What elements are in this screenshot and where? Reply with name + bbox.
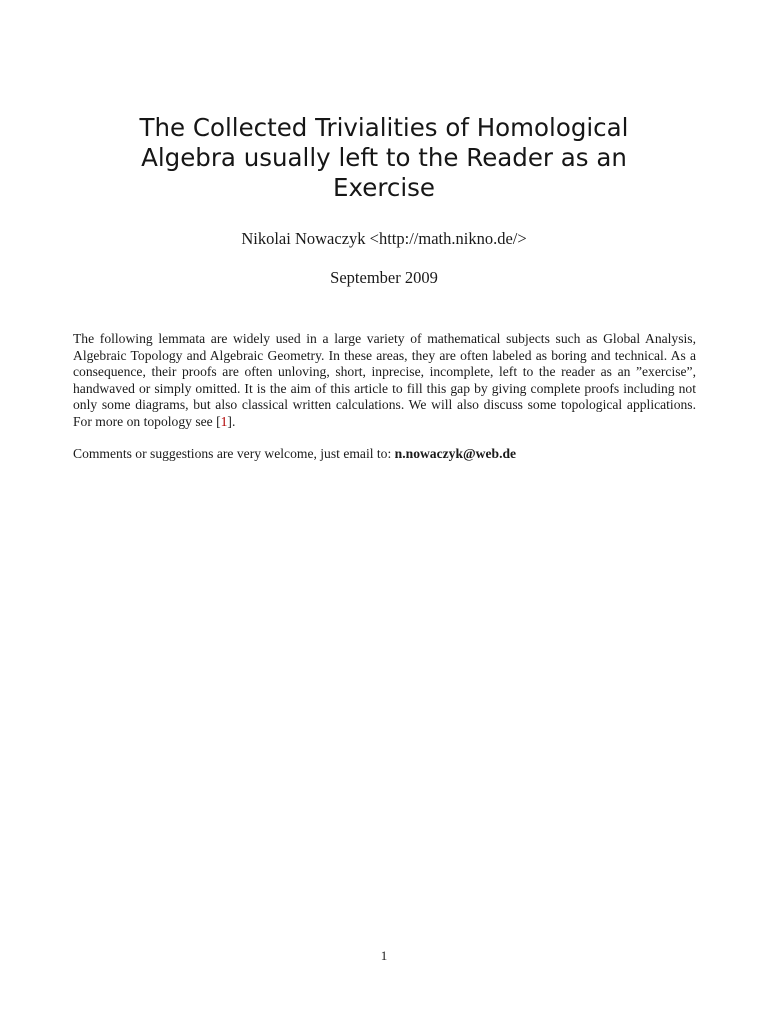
abstract-paragraph (73, 331, 696, 431)
title-line-2: Algebra usually left to the Reader as an (141, 143, 627, 172)
page-number: 1 (380, 948, 388, 963)
publication-date: September 2009 (330, 268, 438, 287)
title-block (0, 113, 768, 203)
title-line-1: The Collected Trivialities of Homological (139, 113, 629, 142)
email-address[interactable]: n.nowaczyk@web.de (394, 446, 517, 461)
comments-paragraph (73, 446, 696, 463)
abstract-text-end: ]. (227, 413, 236, 429)
abstract-text: The following lemmata are widely used in a large variety of mathematical subjects such as Global Analysis, Algebraic Topology and Algebraic Geometry. In these areas, they are often labeled as boring and technical. As a consequence, their proofs are often unloving, short, inprecise, incomplete, left to the reader as an ”exercise”, handwaved or simply omitted. It is the aim of this article to fill this gap by giving complete proofs including not only some diagrams, but also classical written calculations. We will also discuss some topological applications. For more on topology see [ (73, 331, 696, 429)
title-line-3: Exercise (333, 173, 435, 202)
author-line: Nikolai Nowaczyk <http://math.nikno.de/> (241, 229, 527, 248)
citation-link[interactable]: 1 (220, 413, 228, 429)
comments-text: Comments or suggestions are very welcome, just email to: (73, 446, 395, 461)
paper-title (84, 113, 684, 203)
